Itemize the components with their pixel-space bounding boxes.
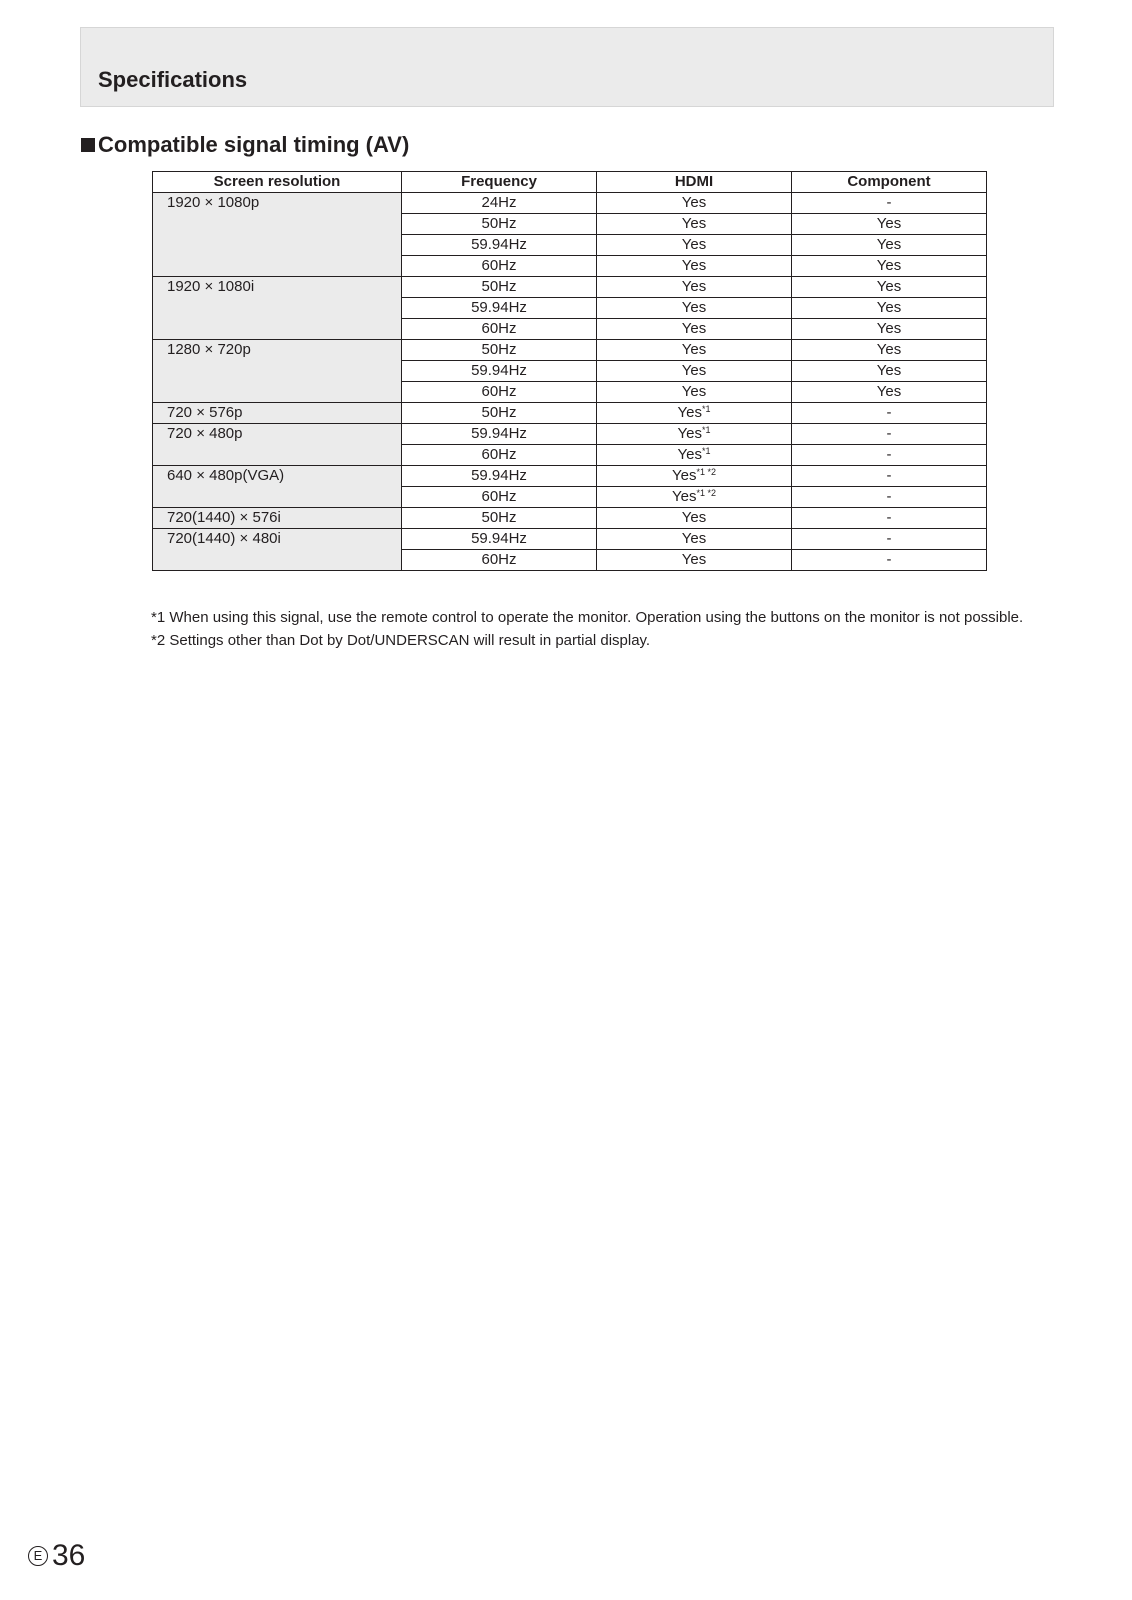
column-header-hdmi: HDMI (597, 172, 792, 193)
cell-frequency: 59.94Hz (402, 361, 597, 382)
cell-hdmi (597, 235, 792, 256)
cell-hdmi (597, 340, 792, 361)
cell-frequency: 60Hz (402, 487, 597, 508)
cell-component: Yes (792, 256, 987, 277)
footnote-2: *2 Settings other than Dot by Dot/UNDERSCAN will result in partial display. (151, 632, 651, 649)
cell-frequency: 60Hz (402, 550, 597, 571)
section-heading-text: Compatible signal timing (AV) (98, 132, 410, 157)
table-row (153, 508, 987, 529)
cell-frequency: 59.94Hz (402, 235, 597, 256)
cell-frequency: 60Hz (402, 319, 597, 340)
cell-frequency: 50Hz (402, 508, 597, 529)
cell-frequency: 59.94Hz (402, 529, 597, 550)
cell-hdmi (597, 424, 792, 445)
cell-hdmi (597, 403, 792, 424)
footnote-1: *1 When using this signal, use the remote control to operate the monitor. Operation using the buttons on the monitor is not possible. (151, 609, 1024, 626)
cell-screen-resolution: 1920 × 1080i (153, 277, 402, 340)
page-title: Specifications (98, 67, 248, 92)
hdmi-value: Yes (681, 551, 707, 568)
hdmi-value: Yes (681, 194, 707, 211)
cell-frequency: 59.94Hz (402, 424, 597, 445)
cell-component: - (792, 529, 987, 550)
footnote-reference: *1 (701, 425, 711, 435)
cell-component: - (792, 445, 987, 466)
cell-hdmi (597, 361, 792, 382)
table-row (153, 193, 987, 214)
cell-frequency: 50Hz (402, 403, 597, 424)
signal-timing-table (152, 171, 987, 571)
cell-screen-resolution: 720 × 576p (153, 403, 402, 424)
cell-component: Yes (792, 235, 987, 256)
cell-hdmi (597, 193, 792, 214)
cell-hdmi (597, 277, 792, 298)
table-header-row (153, 172, 987, 193)
cell-component: Yes (792, 340, 987, 361)
cell-hdmi (597, 550, 792, 571)
cell-screen-resolution: 720(1440) × 480i (153, 529, 402, 571)
hdmi-value: Yes (671, 467, 697, 484)
hdmi-value: Yes (681, 257, 707, 274)
cell-component: - (792, 193, 987, 214)
cell-hdmi (597, 466, 792, 487)
cell-component: - (792, 508, 987, 529)
cell-component: - (792, 487, 987, 508)
cell-screen-resolution: 720 × 480p (153, 424, 402, 466)
cell-frequency: 50Hz (402, 214, 597, 235)
header-band (80, 27, 1054, 107)
cell-component: Yes (792, 277, 987, 298)
hdmi-value: Yes (681, 278, 707, 295)
hdmi-value: Yes (681, 530, 707, 547)
cell-hdmi (597, 256, 792, 277)
page-number: 36 (52, 1539, 86, 1572)
cell-hdmi (597, 214, 792, 235)
table-row (153, 424, 987, 445)
cell-frequency: 60Hz (402, 382, 597, 403)
table-row (153, 403, 987, 424)
table-row (153, 466, 987, 487)
cell-component: - (792, 550, 987, 571)
cell-hdmi (597, 529, 792, 550)
cell-component: - (792, 466, 987, 487)
cell-screen-resolution: 1280 × 720p (153, 340, 402, 403)
hdmi-value: Yes (671, 488, 697, 505)
column-header-component: Component (792, 172, 987, 193)
column-header-frequency: Frequency (402, 172, 597, 193)
cell-hdmi (597, 445, 792, 466)
cell-screen-resolution: 640 × 480p(VGA) (153, 466, 402, 508)
hdmi-value: Yes (677, 404, 702, 421)
table-body (153, 193, 987, 571)
cell-component: Yes (792, 319, 987, 340)
column-header-screen-resolution: Screen resolution (153, 172, 402, 193)
table-row (153, 529, 987, 550)
cell-hdmi (597, 319, 792, 340)
cell-component: Yes (792, 361, 987, 382)
square-bullet-icon (81, 138, 95, 152)
page-footer (28, 1540, 85, 1572)
cell-component: - (792, 403, 987, 424)
footnote-reference: *1 *2 (696, 488, 716, 498)
cell-frequency: 59.94Hz (402, 466, 597, 487)
cell-hdmi (597, 382, 792, 403)
cell-frequency: 24Hz (402, 193, 597, 214)
cell-frequency: 59.94Hz (402, 298, 597, 319)
hdmi-value: Yes (681, 215, 707, 232)
cell-component: - (792, 424, 987, 445)
cell-frequency: 60Hz (402, 256, 597, 277)
footnote-reference: *1 (701, 404, 711, 414)
cell-frequency: 50Hz (402, 277, 597, 298)
cell-component: Yes (792, 298, 987, 319)
footnotes (151, 606, 1023, 652)
cell-hdmi (597, 298, 792, 319)
hdmi-value: Yes (681, 383, 707, 400)
hdmi-value: Yes (681, 362, 707, 379)
cell-screen-resolution: 720(1440) × 576i (153, 508, 402, 529)
hdmi-value: Yes (681, 320, 707, 337)
cell-component: Yes (792, 214, 987, 235)
table-row (153, 277, 987, 298)
hdmi-value: Yes (681, 341, 707, 358)
hdmi-value: Yes (677, 425, 702, 442)
cell-hdmi (597, 487, 792, 508)
cell-frequency: 50Hz (402, 340, 597, 361)
cell-screen-resolution: 1920 × 1080p (153, 193, 402, 277)
footnote-reference: *1 *2 (696, 467, 716, 477)
footnote-reference: *1 (701, 446, 711, 456)
hdmi-value: Yes (681, 509, 707, 526)
cell-component: Yes (792, 382, 987, 403)
hdmi-value: Yes (681, 236, 707, 253)
hdmi-value: Yes (681, 299, 707, 316)
hdmi-value: Yes (677, 446, 702, 463)
section-heading (81, 132, 409, 158)
table-row (153, 340, 987, 361)
cell-hdmi (597, 508, 792, 529)
language-mark: E (28, 1546, 48, 1566)
cell-frequency: 60Hz (402, 445, 597, 466)
